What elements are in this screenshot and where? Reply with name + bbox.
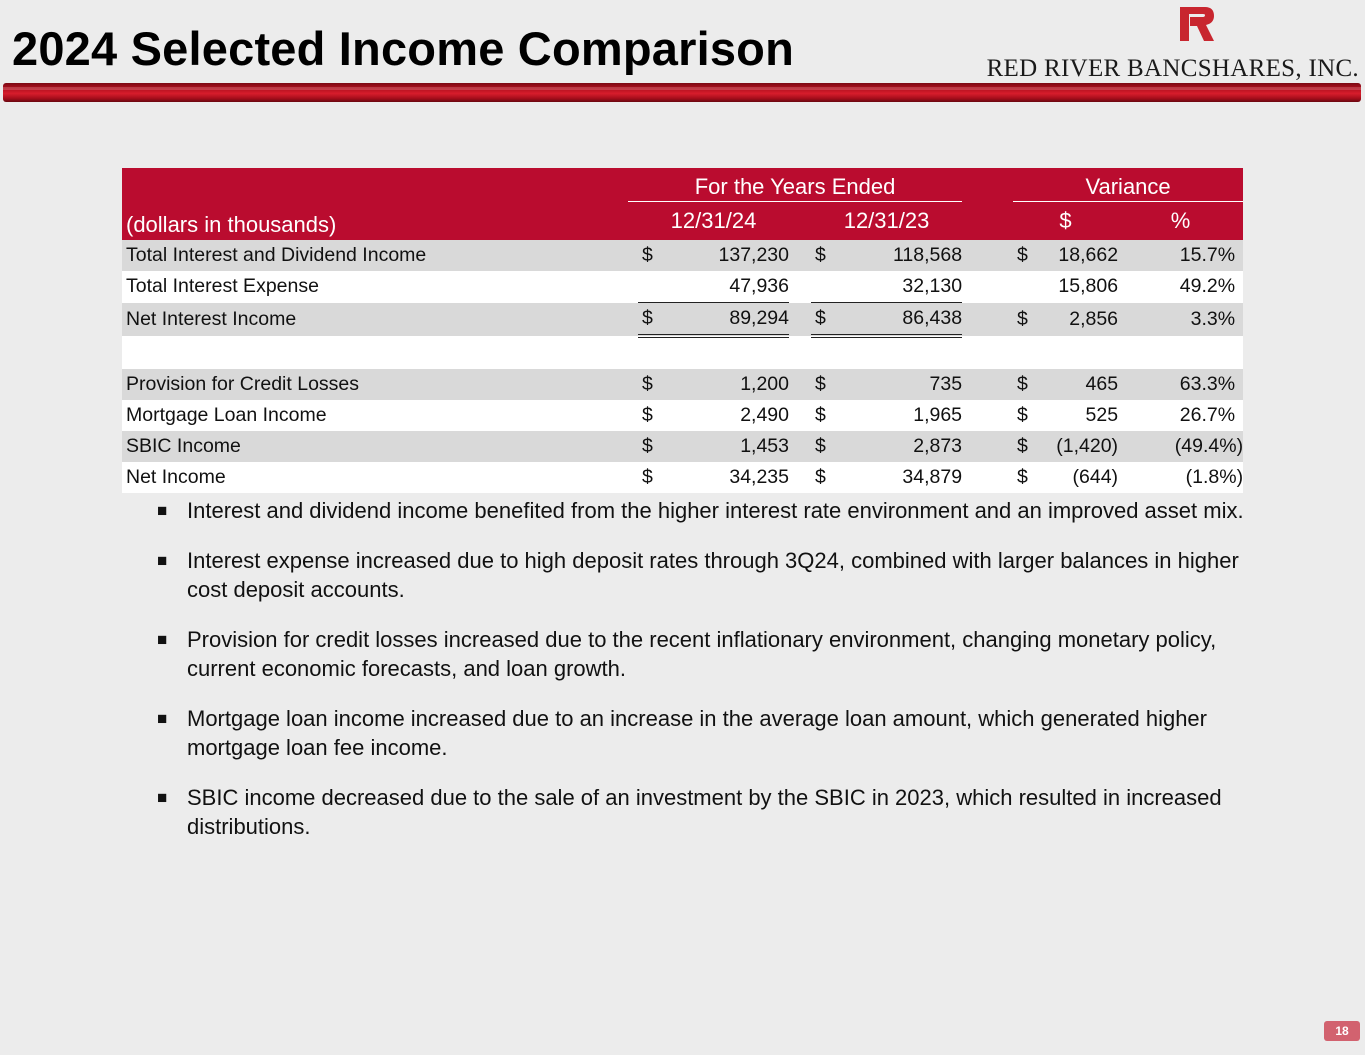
bullet-square-icon: ■ <box>157 630 168 649</box>
value-variance-pct: 49.2% <box>1118 271 1243 303</box>
table-row: Net Interest Income $ 89,294 $ 86,438 $ 2,856 3.3% <box>122 303 1243 337</box>
table-row: Total Interest and Dividend Income $ 137,230 $ 118,568 $ 18,662 15.7% <box>122 240 1243 271</box>
bullet-square-icon: ■ <box>157 709 168 728</box>
table-header-row-columns <box>122 202 1243 240</box>
value-variance: (644) <box>1043 462 1118 493</box>
list-item: ■ Interest and dividend income benefited from the higher interest rate environment and an improved asset mix. <box>157 498 1244 523</box>
value-2024: 137,230 <box>668 240 789 271</box>
value-variance: 2,856 <box>1043 303 1118 337</box>
table-row: Net Income $ 34,235 $ 34,879 $ (644) (1.8%) <box>122 462 1243 493</box>
value-variance-pct: 15.7% <box>1118 240 1243 271</box>
value-variance: 15,806 <box>1043 271 1118 303</box>
value-2024: 2,490 <box>668 400 789 431</box>
value-2024: 1,200 <box>668 369 789 400</box>
header-variance: Variance <box>1013 168 1243 202</box>
value-variance-pct: 63.3% <box>1118 369 1243 400</box>
value-variance-pct: (49.4%) <box>1118 431 1243 462</box>
header-col-var-pct: % <box>1118 202 1243 240</box>
value-2023: 735 <box>841 369 962 400</box>
value-2023: 2,873 <box>841 431 962 462</box>
row-label: Total Interest and Dividend Income <box>122 240 638 271</box>
bullet-square-icon: ■ <box>157 501 168 520</box>
value-2024: 34,235 <box>668 462 789 493</box>
header-years-ended: For the Years Ended <box>638 168 962 202</box>
value-2024: 47,936 <box>668 271 789 303</box>
value-variance: 465 <box>1043 369 1118 400</box>
row-label: SBIC Income <box>122 431 638 462</box>
value-2023: 34,879 <box>841 462 962 493</box>
bullet-square-icon: ■ <box>157 551 168 570</box>
value-variance: 18,662 <box>1043 240 1118 271</box>
commentary-bullets <box>155 496 1250 862</box>
value-2024: 1,453 <box>668 431 789 462</box>
header-divider-bar <box>3 83 1361 102</box>
table-row: Mortgage Loan Income $ 2,490 $ 1,965 $ 525 26.7% <box>122 400 1243 431</box>
list-item: ■ Provision for credit losses increased due to the recent inflationary environment, changing monetary policy, current economic forecasts, and loan growth. <box>157 627 1217 681</box>
value-variance: (1,420) <box>1043 431 1118 462</box>
value-2024: 89,294 <box>668 303 789 337</box>
row-label: Mortgage Loan Income <box>122 400 638 431</box>
header-col-var-dollar: $ <box>1013 202 1118 240</box>
table-header-row-groups <box>122 168 1243 202</box>
company-logo-icon <box>1177 5 1217 43</box>
list-item: ■ Mortgage loan income increased due to an increase in the average loan amount, which generated higher mortgage loan fee income. <box>157 706 1207 760</box>
table-spacer-row <box>122 336 1243 369</box>
value-2023: 32,130 <box>841 271 962 303</box>
value-2023: 118,568 <box>841 240 962 271</box>
table-row: Provision for Credit Losses $ 1,200 $ 735 $ 465 63.3% <box>122 369 1243 400</box>
company-name: RED RIVER BANCSHARES, INC. <box>986 55 1359 82</box>
value-variance-pct: 26.7% <box>1118 400 1243 431</box>
value-2023: 1,965 <box>841 400 962 431</box>
list-item: ■ Interest expense increased due to high deposit rates through 3Q24, combined with larger balances in higher cost deposit accounts. <box>157 548 1239 602</box>
table-row: SBIC Income $ 1,453 $ 2,873 $ (1,420) (49.4%) <box>122 431 1243 462</box>
header-col-2024: 12/31/24 <box>638 202 789 240</box>
page-title: 2024 Selected Income Comparison <box>12 22 794 75</box>
table-row <box>122 271 1243 303</box>
income-comparison-table <box>122 168 1243 493</box>
page-number: 18 <box>1324 1021 1360 1041</box>
row-label: Net Income <box>122 462 638 493</box>
units-note: (dollars in thousands) <box>122 202 638 240</box>
value-variance: 525 <box>1043 400 1118 431</box>
row-label: Provision for Credit Losses <box>122 369 638 400</box>
header-col-2023: 12/31/23 <box>811 202 962 240</box>
value-variance-pct: (1.8%) <box>1118 462 1243 493</box>
row-label: Total Interest Expense <box>122 271 638 303</box>
value-2023: 86,438 <box>841 303 962 337</box>
row-label: Net Interest Income <box>122 303 638 337</box>
list-item: ■ SBIC income decreased due to the sale of an investment by the SBIC in 2023, which resulted in increased distributions. <box>157 785 1222 839</box>
value-variance-pct: 3.3% <box>1118 303 1243 337</box>
bullet-square-icon: ■ <box>157 788 168 807</box>
